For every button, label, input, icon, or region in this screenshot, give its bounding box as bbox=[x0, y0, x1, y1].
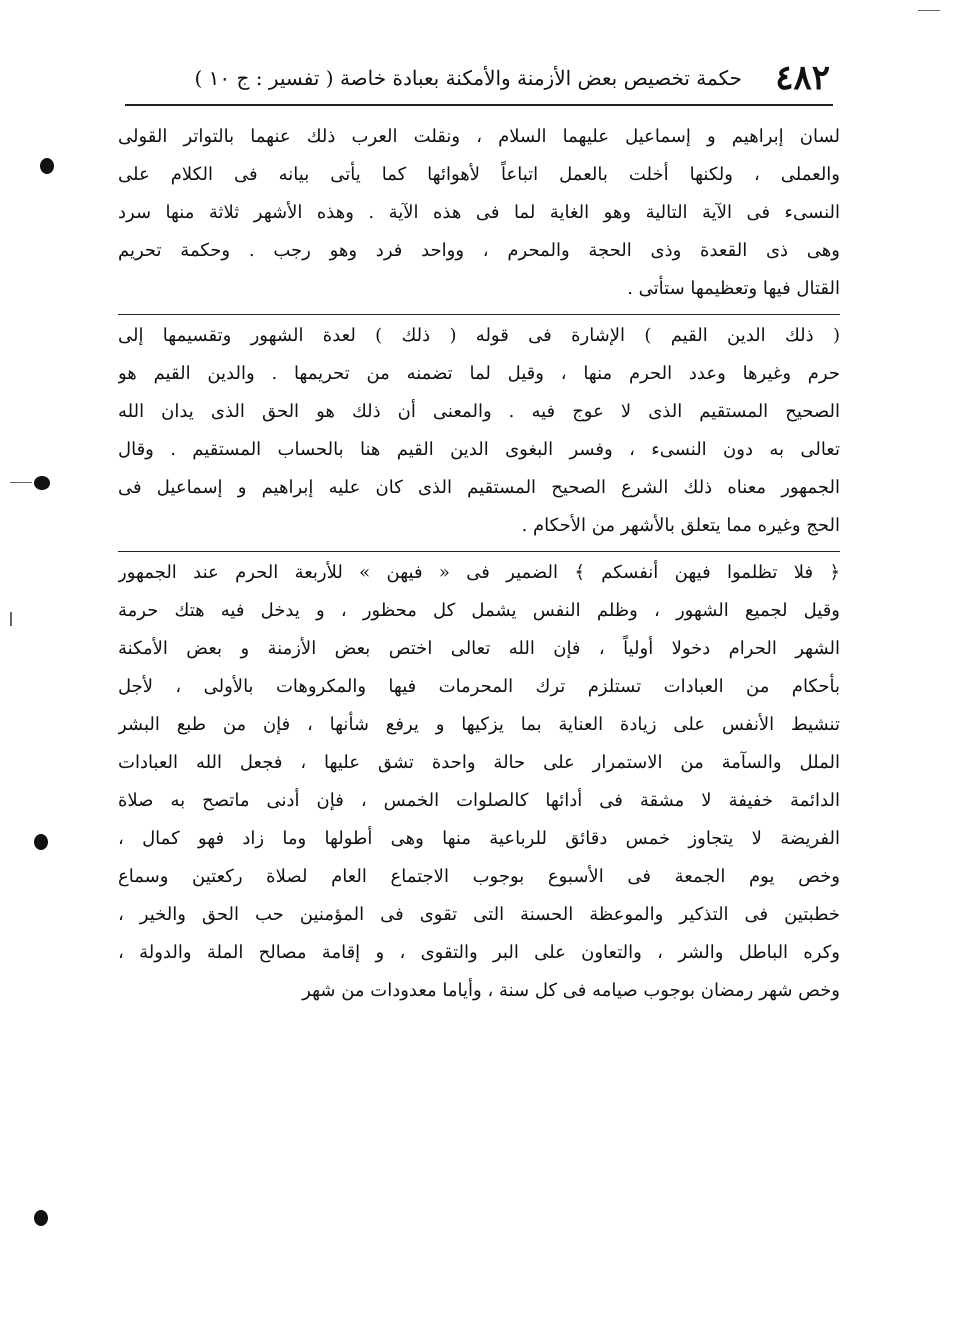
paragraph-3 bbox=[118, 554, 840, 1010]
text-line: بأحكام من العبادات تستلزم ترك المحرمات فيها والمكروهات بالأولى ، لأجل bbox=[118, 676, 840, 697]
page-number: ٤٨٢ bbox=[775, 58, 830, 98]
text-line: الجمهور معناه ذلك الشرع الصحيح المستقيم الذى كان عليه إبراهيم و إسماعيل فى bbox=[118, 477, 840, 498]
text-line: وخص يوم الجمعة فى الأسبوع بوجوب الاجتماع العام لصلاة ركعتين وسماع bbox=[118, 866, 840, 887]
scan-edge-mark bbox=[918, 10, 940, 11]
text-line: خطبتين فى التذكير والموعظة الحسنة التى تقوى فى المؤمنين حب الحق والخير ، bbox=[118, 904, 840, 925]
punch-hole-mark bbox=[34, 834, 48, 850]
text-line: القتال فيها وتعظيمها ستأتى . bbox=[627, 278, 840, 299]
text-line: الشهر الحرام دخولا أولياً ، فإن الله تعالى اختص بعض الأزمنة و بعض الأمكنة bbox=[118, 638, 840, 659]
text-line: الفريضة لا يتجاوز خمس دقائق للرباعية منها وهى أطولها وما زاد فهو كمال ، bbox=[118, 828, 840, 849]
text-line: تنشيط الأنفس على زيادة العناية بما يزكيها و يرفع شأنها ، فإن من طبع البشر bbox=[118, 714, 840, 735]
text-line: وقيل لجميع الشهور ، وظلم النفس يشمل كل محظور ، و يدخل فيه هتك حرمة bbox=[118, 600, 840, 621]
running-title: حكمة تخصيص بعض الأزمنة والأمكنة بعبادة خاصة ( تفسير : ج ١٠ ) bbox=[194, 66, 742, 90]
paragraph-1 bbox=[118, 118, 840, 308]
paragraph-2 bbox=[118, 317, 840, 545]
section-rule bbox=[118, 314, 840, 315]
text-line: الدائمة خفيفة لا مشقة فى أدائها كالصلوات الخمس ، فإن أدنى ماتصح به صلاة bbox=[118, 790, 840, 811]
text-line: ( ذلك الدين القيم ) الإشارة فى قوله ( ذلك ) لعدة الشهور وتقسيمها إلى bbox=[118, 325, 840, 346]
text-line: والعملى ، ولكنها أخلت بالعمل اتباعاً لأهوائها كما يأتى بيانه فى الكلام على bbox=[118, 164, 840, 185]
body-text bbox=[118, 118, 840, 1010]
text-line: حرم وغيرها وعدد الحرم منها ، وقيل لما تضمنه من تحريمها . والدين القيم هو bbox=[118, 363, 840, 384]
page-header bbox=[125, 58, 830, 98]
text-line: ﴿ فلا تظلموا فيهن أنفسكم ﴾ الضمير فى « فيهن » للأربعة الحرم عند الجمهور bbox=[118, 562, 840, 583]
text-line: الملل والسآمة من الاستمرار على حالة واحدة تشق عليها ، فجعل الله العبادات bbox=[118, 752, 840, 773]
section-rule bbox=[118, 551, 840, 552]
punch-hole-mark bbox=[34, 1210, 48, 1226]
punch-hole-mark bbox=[34, 476, 50, 490]
scan-edge-mark bbox=[10, 482, 32, 483]
text-line: وخص شهر رمضان بوجوب صيامه فى كل سنة ، وأياما معدودات من شهر bbox=[302, 980, 840, 1001]
header-rule bbox=[125, 104, 833, 106]
text-line: الصحيح المستقيم الذى لا عوج فيه . والمعنى أن ذلك هو الحق الذى يدان الله bbox=[118, 401, 840, 422]
text-line: وهى ذى القعدة وذى الحجة والمحرم ، وواحد فرد وهو رجب . وحكمة تحريم bbox=[118, 240, 840, 261]
text-line: وكره الباطل والشر ، والتعاون على البر والتقوى ، و إقامة مصالح الملة والدولة ، bbox=[118, 942, 840, 963]
text-line: تعالى به دون النسىء ، وفسر البغوى الدين القيم هنا بالحساب المستقيم . وقال bbox=[118, 439, 840, 460]
text-line: الحج وغيره مما يتعلق بالأشهر من الأحكام . bbox=[521, 515, 840, 536]
punch-hole-mark bbox=[40, 158, 54, 174]
text-line: النسىء فى الآية التالية وهو الغاية لما فى هذه الآية . وهذه الأشهر ثلاثة منها سرد bbox=[118, 202, 840, 223]
text-line: لسان إبراهيم و إسماعيل عليهما السلام ، ونقلت العرب ذلك عنهما بالتواتر القولى bbox=[118, 126, 840, 147]
scan-edge-mark bbox=[10, 612, 12, 626]
